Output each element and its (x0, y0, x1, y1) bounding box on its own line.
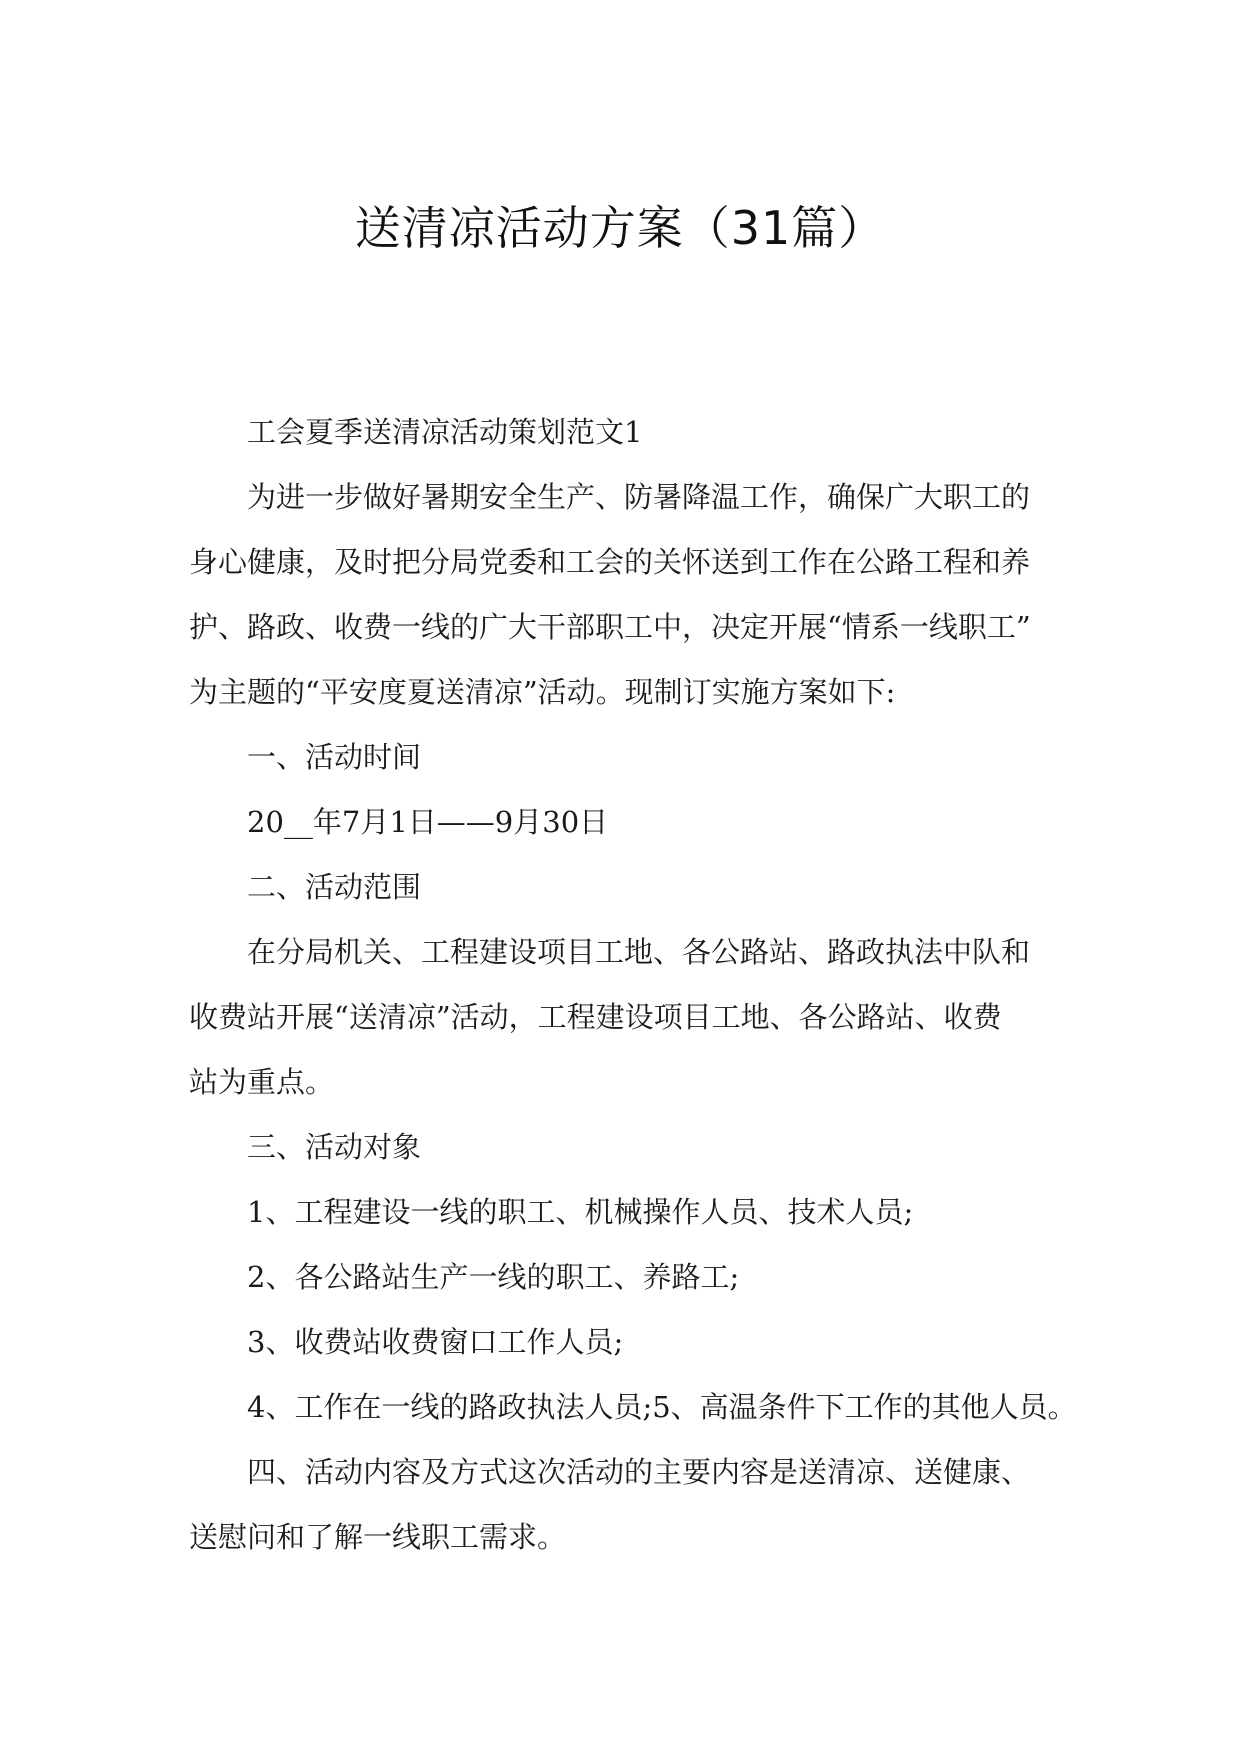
paragraph-line: 为主题的“平安度夏送清凉”活动。现制订实施方案如下: (189, 675, 896, 709)
document-body (189, 400, 1077, 1570)
list-item: 2、各公路站生产一线的职工、养路工; (247, 1260, 740, 1294)
paragraph-line: 收费站开展“送清凉”活动，工程建设项目工地、各公路站、收费 (189, 1000, 1002, 1034)
list-item: 4、工作在一线的路政执法人员;5、高温条件下工作的其他人员。 (247, 1390, 1077, 1424)
document-title: 送清凉活动方案（31篇） (354, 201, 886, 255)
paragraph-line: 20__年7月1日——9月30日 (247, 805, 609, 839)
paragraph-line: 四、活动内容及方式这次活动的主要内容是送清凉、送健康、 (247, 1455, 1031, 1489)
section-heading: 一、活动时间 (247, 740, 422, 774)
paragraph-line: 在分局机关、工程建设项目工地、各公路站、路政执法中队和 (247, 935, 1031, 969)
paragraph-line: 站为重点。 (189, 1065, 335, 1099)
section-heading: 工会夏季送清凉活动策划范文1 (247, 415, 643, 449)
list-item: 3、收费站收费窗口工作人员; (247, 1325, 624, 1359)
section-heading: 三、活动对象 (247, 1130, 422, 1164)
list-item: 1、工程建设一线的职工、机械操作人员、技术人员; (247, 1195, 914, 1229)
section-heading: 二、活动范围 (247, 870, 422, 904)
paragraph-line: 送慰问和了解一线职工需求。 (189, 1520, 567, 1554)
paragraph-line: 护、路政、收费一线的广大干部职工中，决定开展“情系一线职工” (189, 610, 1031, 644)
paragraph-line: 身心健康，及时把分局党委和工会的关怀送到工作在公路工程和养 (189, 545, 1031, 579)
paragraph-line: 为进一步做好暑期安全生产、防暑降温工作，确保广大职工的 (247, 480, 1031, 514)
